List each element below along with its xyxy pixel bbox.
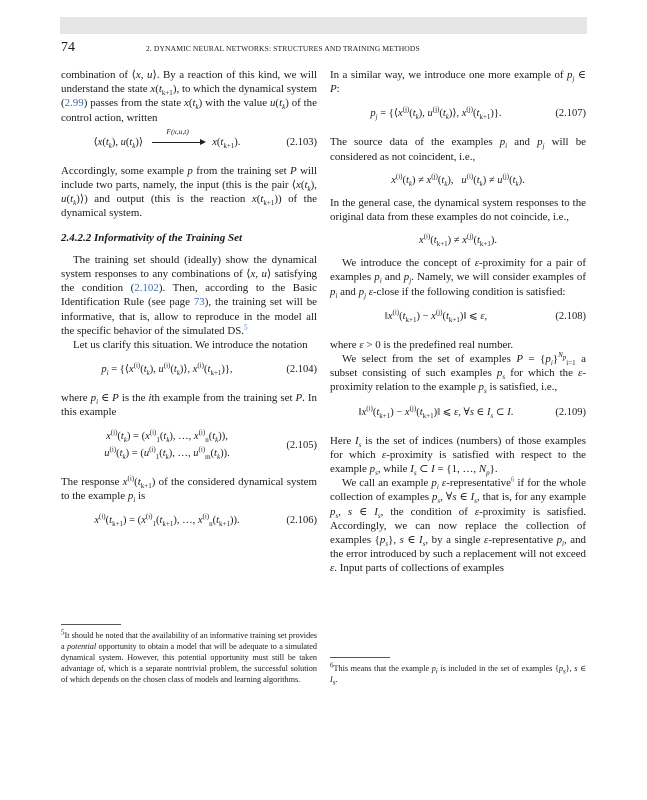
equation-number: (2.106) [286, 515, 317, 527]
equation-inequality: $x^{(i)}(t_k) \ne x^{(j)}(t_k)$, $u^{(i)}(t_k) \ne u^{(j)}(t_k)$. [391, 172, 525, 188]
footnote-6: $^6$This means that the example $p_i$ is included in the set of examples $\{p_s\}$, s ∈ $I_s$. [330, 661, 587, 687]
equation-2-103: $⟨x(t_k)$, $u(t_k)⟩$ F(x,u,t) $x(t_{k+1})$. (2.103) [93, 126, 317, 150]
equation-2-105: $x^{(i)}(t_k) = (x^{(i)}_1(t_k)$, …, $x^{(i)}_n(t_k)$), $u^{(i)}(t_k) = (u^{(i)}_1(t_k)$, …, $u^{(i)}_m(t_k)$). (2.105) [104, 428, 317, 461]
equation-number: (2.109) [555, 406, 586, 418]
equation-inequality: $x^{(i)}(t_{k+1}) \ne x^{(j)}(t_{k+1})$. [419, 232, 497, 249]
equation-2-108: $‖x^{(i)}(t_{k+1})$ − $x^{(j)}(t_{k+1})‖$ ⩽ ε, (2.108) [384, 308, 586, 324]
equation-number: (2.105) [286, 439, 317, 451]
equation-ref-link[interactable]: 2.99 [64, 97, 84, 110]
paragraph: In a similar way, we introduce one more example of $p_j$ ∈ P: [330, 69, 586, 96]
equation-number: (2.103) [286, 136, 317, 148]
footnote-5: $^5$It should be noted that the availability of an informative training set provides a potential opportunity to obtain a model that will be adequate to a simulated dynamical system. However, this potential opportunity must still be taken advantage of, which is a separate nontrivial problem, the successful solution of which depends on the chosen class of models and learning algorithms. [61, 628, 318, 684]
paragraph: The response $x^{(i)}(t_{k+1})$ of the considered dynamical system to the example $p_i$ is [61, 474, 317, 505]
equation-2-104: $p_i$ = {$⟨x^{(i)}(t_k)$, $u^{(i)}(t_k)⟩$, $x^{(i)}(t_{k+1})$}, (2.104) [101, 361, 317, 378]
paragraph: Let us clarify this situation. We introduce the notation [73, 339, 308, 352]
page-number: 74 [61, 40, 75, 55]
page-ref-link[interactable]: 73 [193, 296, 205, 309]
paragraph: combination of ⟨x, u⟩. By a reaction of this kind, we will understand the state $x(t_{k+1})$, to which the dynamical system (2.99) passes from the state $x(t_k)$ with the value $u(t_k)$ of the control action, written [61, 69, 317, 124]
paragraph: where ε > 0 is the predefined real number. [330, 338, 514, 351]
equation-2-107: $p_j$ = {$⟨x^{(j)}(t_k)$, $u^{(j)}(t_k)⟩$, $x^{(j)}(t_{k+1})$}. (2.107) [370, 105, 586, 122]
right-column [330, 68, 586, 576]
footnote-rule [330, 657, 390, 658]
left-column [61, 68, 317, 542]
paragraph: We select from the set of examples $P = \{p_i\}^{N_p}_{i=1}$ a subset consisting of such examples $p_s$ for which the ε-proximity relation to the example $p_s$ is satisfied, i.e., [330, 351, 586, 396]
arrow-icon: F(x,u,t) [149, 136, 207, 150]
footnote-rule [61, 624, 121, 625]
paragraph: The training set should (ideally) show the dynamical system responses to any combinations of ⟨x, u⟩ satisfying the condition (2.102). Then, according to the Basic Identification Rule (see page 73), the training set will be informative, that is, allow to reproduce in the model all the specific behavior of the simulated DS.$^5$ [61, 253, 318, 337]
equation-ref-link[interactable]: 2.102 [134, 282, 159, 295]
equation-number: (2.107) [555, 108, 586, 120]
paragraph: The source data of the examples $p_i$ and $p_j$ will be considered as not coincident, i.e., [330, 136, 586, 163]
equation-2-109: $‖x^{(i)}(t_{k+1})$ − $x^{(j)}(t_{k+1})‖$ ⩽ ε, ∀s ∈ $I_s$ ⊂ I. (2.109) [358, 404, 586, 420]
equation-number: (2.108) [555, 310, 586, 322]
paragraph: Here $I_s$ is the set of indices (numbers) of those examples for which ε-proximity is satisfied with respect to the example $p_s$, while $I_s$ ⊂ I = {1, …, $N_p$}. [330, 434, 586, 478]
footnote-ref-link[interactable]: 5 [243, 323, 248, 332]
equation-2-106: $x^{(i)}(t_{k+1}) = (x^{(i)}_1(t_{k+1})$, …, $x^{(i)}_n(t_{k+1})$). (2.106) [94, 512, 317, 529]
paragraph: In the general case, the dynamical system responses to the original data from these examples do not coincide, i.e., [330, 196, 586, 224]
running-title: 2. DYNAMIC NEURAL NETWORKS: STRUCTURES AND TRAINING METHODS [146, 44, 420, 53]
section-heading: 2.4.2.2 Informativity of the Training Set [61, 231, 243, 244]
equation-number: (2.104) [286, 364, 317, 376]
paragraph: Accordingly, some example p from the training set P will include two parts, namely, the input (this is the pair $⟨x(t_k)$, $u(t_k)⟩$) and output (this is the reaction $x(t_{k+1})$) of the dynamical system. [61, 164, 318, 220]
paragraph: We call an example $p_i$ ε-representative$^6$ if for the whole collection of examples $p_s$, ∀s ∈ $I_s$, that is, for any example $p_s$, s ∈ $I_s$, the condition of ε-proximity is satisfied. Accordingly, we can now replace the collection of examples $\{p_s\}$, s ∈ $I_s$, by a single ε-representative $p_i$, and the error introduced by such a replacement will not exceed ε. Input parts of collections of examples [330, 475, 586, 575]
paragraph: We introduce the concept of ε-proximity for a pair of examples $p_i$ and $p_j$. Namely, we will consider examples of $p_i$ and $p_j$ ε-close if the following condition is satisfied: [330, 257, 586, 300]
footnote-ref-link[interactable]: 6 [510, 475, 515, 484]
top-gray-bar [60, 17, 587, 34]
paragraph: where $p_i$ ∈ P is the ith example from the training set P. In this example [61, 392, 317, 419]
